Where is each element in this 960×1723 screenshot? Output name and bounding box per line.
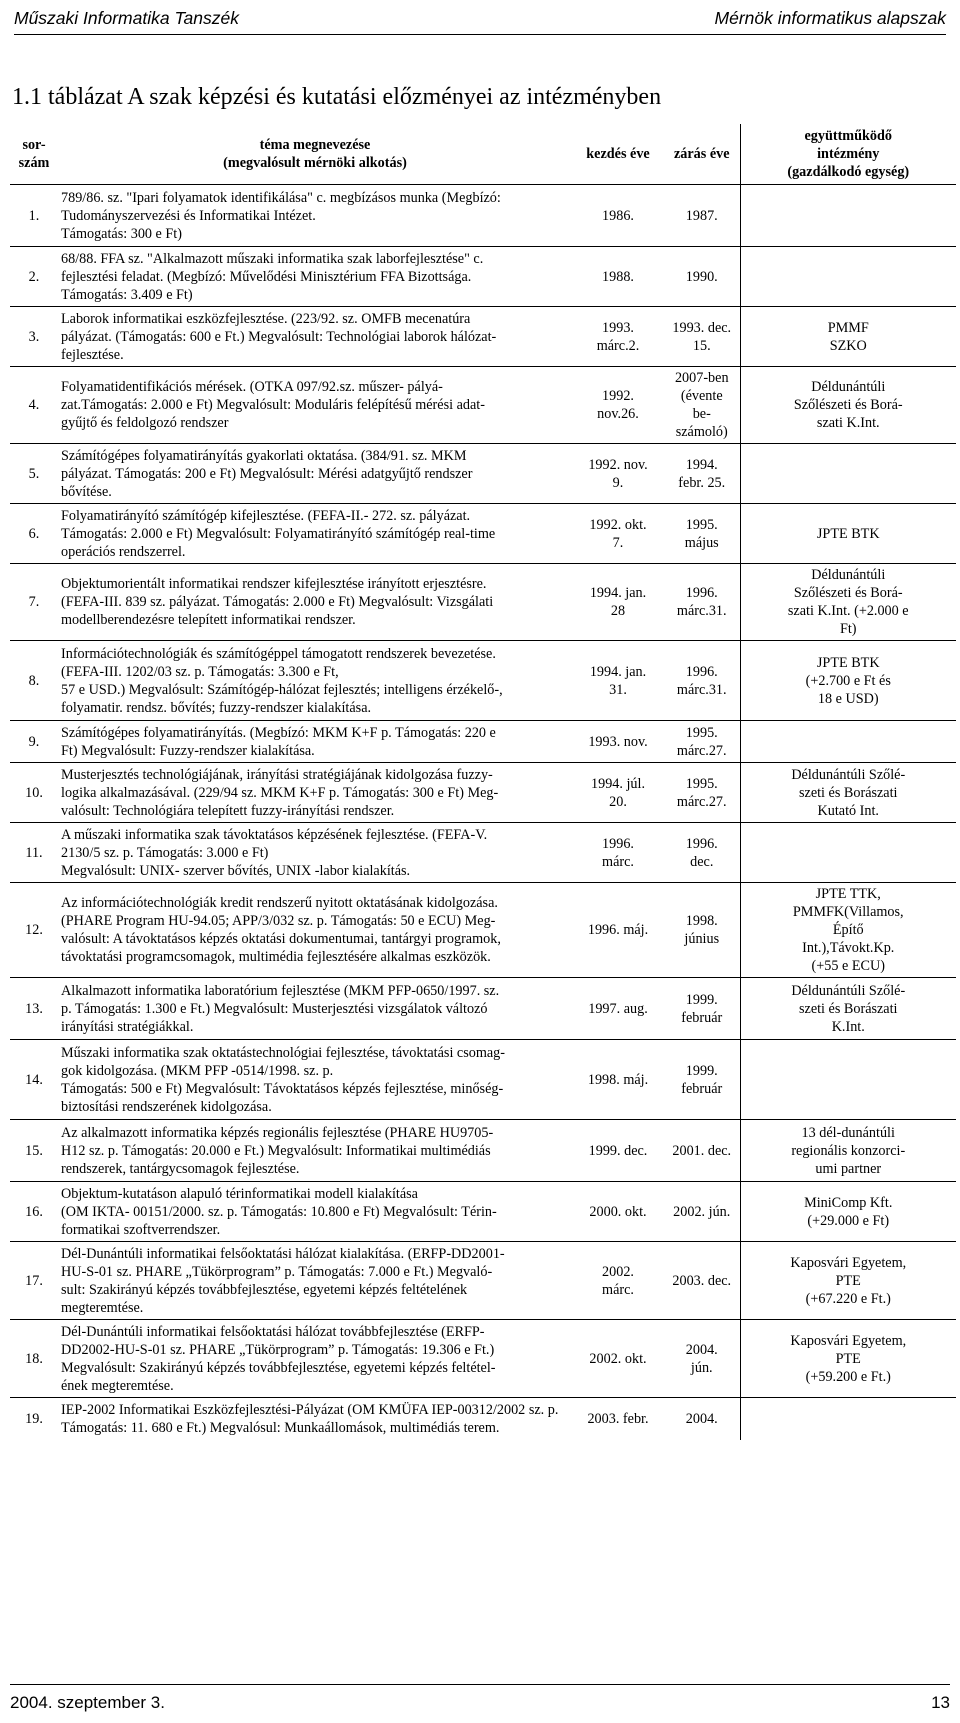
row-end-year: 1998. június — [684, 913, 720, 947]
table-row — [10, 1398, 956, 1440]
row-start-year: 2003. febr. — [587, 1410, 649, 1427]
row-start-year: 2000. okt. — [589, 1203, 647, 1220]
row-number: 11. — [25, 844, 43, 861]
row-end-year: 2004. — [685, 1410, 718, 1427]
row-topic: Az alkalmazott informatika képzés regionális fejlesztése (PHARE HU9705- H12 sz. p. Támogatás: 20.000 e Ft.) Megvalósult: Informatikai multimédiás rendszerek, tantárgycsomagok fejlesztése. — [61, 1124, 494, 1177]
row-number: 12. — [25, 922, 43, 938]
table-row — [10, 564, 956, 641]
row-end-year: 1993. dec. 15. — [672, 319, 732, 354]
row-topic: Információtechnológiák és számítógéppel támogatott rendszerek bevezetése. (FEFA-III. 1202/03 sz. p. Támogatás: 3.300 e Ft, 57 e USD.) Megvalósult: Számítógép-hálózat fejlesztés; intelligens érzékelő-, folyamatir. rendsz. bővítés; fuzzy-rendszer kialakítása. — [61, 645, 503, 716]
row-topic: Objektum-kutatáson alapuló térinformatikai modell kialakítása (OM IKTA- 00151/2000. sz. p. Támogatás: 10.800 e Ft) Megvalósult: Térin- formatikai szoftverrendszer. — [61, 1185, 497, 1238]
header-program: Mérnök informatikus alapszak — [714, 8, 946, 28]
table-row — [10, 1320, 956, 1398]
row-end-year: 2007-ben (évente be- számoló) — [674, 370, 729, 440]
footer-date: 2004. szeptember 3. — [10, 1693, 165, 1712]
row-number: 3. — [28, 328, 40, 345]
row-start-year: 2002. okt. — [589, 1350, 647, 1367]
row-end-year: 2002. jún. — [673, 1203, 731, 1220]
row-number: 16. — [25, 1203, 43, 1220]
row-topic: 68/88. FFA sz. "Alkalmazott műszaki informatika szak laborfejlesztése" c. fejlesztési feladat. (Megbízó: Művelődési Minisztérium FFA Bizottsága. Támogatás: 3.409 e Ft) — [61, 250, 484, 303]
row-number: 14. — [25, 1071, 43, 1088]
history-table — [10, 124, 956, 1440]
row-topic: Dél-Dunántúli informatikai felsőoktatási hálózat kialakítása. (ERFP-DD2001- HU-S-01 sz. PHARE „Tükörprogram” p. Támogatás: 7.000 e Ft.) Megvaló- sult: Szakirányú képzés továbbfejlesztése, egyetemi képzés feltételének megteremtése. — [61, 1245, 505, 1316]
row-start-year: 1988. — [602, 268, 634, 285]
row-partner: PMMF SZKO — [740, 307, 956, 367]
col-header-end: zárás éve — [673, 146, 730, 162]
row-end-year: 2004. jún. — [685, 1341, 718, 1376]
row-end-year: 1990. — [685, 268, 718, 285]
row-number: 15. — [25, 1142, 43, 1159]
row-number: 7. — [28, 594, 40, 610]
col-header-topic: téma megnevezése (megvalósult mérnöki alkotás) — [223, 137, 407, 171]
row-number: 18. — [25, 1350, 43, 1367]
row-partner: Déldunántúli Szőlé- szeti és Borászati Kutató Int. — [740, 763, 956, 823]
row-topic: Számítógépes folyamatirányítás gyakorlati oktatása. (384/91. sz. MKM pályázat. Támogatás: 200 e Ft) Megvalósult: Mérési adatgyűjtő rendszer bővítése. — [61, 447, 473, 500]
row-partner: Déldunántúli Szőlészeti és Borá- szati K.Int. — [740, 367, 956, 444]
row-start-year: 2002. márc. — [602, 1263, 634, 1298]
table-row — [10, 1040, 956, 1120]
row-start-year: 1986. — [602, 207, 634, 224]
row-start-year: 1994. júl. 20. — [591, 775, 645, 810]
table-row — [10, 247, 956, 307]
col-header-start: kezdés éve — [586, 146, 650, 162]
row-topic: Dél-Dunántúli informatikai felsőoktatási hálózat továbbfejlesztése (ERFP- DD2002-HU-S-01 sz. PHARE „Tükörprogram” p. Támogatás: 19.306 e Ft.) Megvalósult: Szakirányú képzés továbbfejlesztése, egyetemi képzés feltétel- ének megteremtése. — [61, 1323, 496, 1394]
row-topic: Az információtechnológiák kredit rendszerű nyitott oktatásának kidolgozása. (PHARE Program HU-94.05; APP/3/032 sz. p. Támogatás: 50 e ECU) Meg- valósult: A távoktatásos képzés oktatási dokumentumai, tantárgyi programok, távoktatási programcsomagok, multimédia fejlesztésére alkalmas eszközök. — [61, 895, 501, 965]
row-start-year: 1996. márc. — [602, 835, 634, 870]
row-end-year: 2001. dec. — [672, 1142, 732, 1159]
row-start-year: 1993. nov. — [588, 733, 648, 750]
table-row — [10, 444, 956, 504]
table-row — [10, 367, 956, 444]
table-row — [10, 763, 956, 823]
row-number: 5. — [28, 465, 40, 482]
row-partner — [740, 1040, 956, 1120]
row-end-year: 1995. május — [684, 516, 719, 551]
table-row — [10, 641, 956, 721]
row-partner: Kaposvári Egyetem, PTE (+59.200 e Ft.) — [740, 1320, 956, 1398]
table-row — [10, 307, 956, 367]
row-start-year: 1992. okt. 7. — [589, 516, 647, 551]
row-topic: IEP-2002 Informatikai Eszközfejlesztési-Pályázat (OM KMÜFA IEP-00312/2002 sz. p. Támogatás: 11. 680 e Ft.) Megvalósul: Munkaállomások, multimédiás terem. — [61, 1401, 559, 1436]
table-row — [10, 185, 956, 247]
table-row — [10, 978, 956, 1040]
row-end-year: 1999. február — [681, 991, 723, 1026]
table-row — [10, 1182, 956, 1242]
row-number: 4. — [28, 397, 40, 413]
row-partner — [740, 823, 956, 883]
row-start-year: 1994. jan. 31. — [589, 663, 647, 698]
row-partner: Kaposvári Egyetem, PTE (+67.220 e Ft.) — [740, 1242, 956, 1320]
row-number: 17. — [25, 1272, 43, 1289]
header-department: Műszaki Informatika Tanszék — [14, 8, 239, 28]
table-row — [10, 504, 956, 564]
row-topic: Folyamatidentifikációs mérések. (OTKA 097/92.sz. műszer- pályá- zat.Támogatás: 2.000 e Ft) Megvalósult: Moduláris felépítésű mérési adat- gyűjtő és feldolgozó rendszer — [61, 379, 485, 431]
row-end-year: 1996. márc.31. — [676, 663, 727, 698]
row-partner — [740, 444, 956, 504]
row-partner — [740, 1398, 956, 1440]
row-partner: Déldunántúli Szőlé- szeti és Borászati K.Int. — [740, 978, 956, 1040]
row-topic: 789/86. sz. "Ipari folyamatok identifikálása" c. megbízásos munka (Megbízó: Tudományszervezési és Informatikai Intézet. Támogatás: 300 e Ft) — [61, 189, 501, 242]
row-start-year: 1998. máj. — [587, 1071, 649, 1088]
row-partner — [740, 185, 956, 247]
row-topic: Számítógépes folyamatirányítás. (Megbízó: MKM K+F p. Támogatás: 220 e Ft) Megvalósult: Fuzzy-rendszer kialakítása. — [61, 724, 496, 759]
row-start-year: 1994. jan. 28 — [589, 585, 647, 619]
row-partner — [740, 247, 956, 307]
row-number: 19. — [25, 1410, 43, 1427]
row-partner: MiniComp Kft. (+29.000 e Ft) — [740, 1182, 956, 1242]
row-number: 1. — [28, 207, 40, 224]
row-partner: 13 dél-dunántúli regionális konzorci- umi partner — [740, 1120, 956, 1182]
row-start-year: 1996. máj. — [587, 922, 649, 938]
row-start-year: 1992. nov.26. — [597, 388, 639, 422]
row-number: 10. — [25, 784, 43, 801]
row-number: 9. — [28, 733, 40, 750]
page-header — [14, 8, 946, 35]
row-partner — [740, 721, 956, 763]
table-row — [10, 883, 956, 978]
row-end-year: 1987. — [685, 207, 718, 224]
row-end-year: 1995. márc.27. — [676, 775, 727, 810]
col-header-partner: együttműködő intézmény (gazdálkodó egység) — [740, 124, 956, 185]
row-end-year: 2003. dec. — [672, 1272, 732, 1289]
row-partner: JPTE BTK (+2.700 e Ft és 18 e USD) — [740, 641, 956, 721]
page-footer — [10, 1684, 950, 1712]
table-row — [10, 1120, 956, 1182]
row-topic: Musterjesztés technológiájának, irányítási stratégiájának kidolgozása fuzzy- logika alkalmazásával. (229/94 sz. MKM K+F p. Támogatás: 300 e Ft) Meg- valósult: Technológiára telepített fuzzy-irányítási rendszer. — [61, 766, 499, 819]
row-number: 6. — [28, 525, 40, 542]
row-partner: JPTE BTK — [740, 504, 956, 564]
row-partner: Déldunántúli Szőlészeti és Borá- szati K.Int. (+2.000 e Ft) — [740, 564, 956, 641]
table-header-row — [10, 124, 956, 185]
table-title: 1.1 táblázat A szak képzési és kutatási előzményei az intézményben — [12, 84, 662, 110]
row-start-year: 1999. dec. — [588, 1142, 648, 1159]
row-end-year: 1995. márc.27. — [676, 724, 727, 759]
page-number: 13 — [931, 1693, 950, 1712]
row-start-year: 1993. márc.2. — [596, 319, 640, 354]
row-end-year: 1996. márc.31. — [676, 585, 727, 619]
row-topic: Objektumorientált informatikai rendszer kifejlesztése irányított erjesztésre. (FEFA-III. 839 sz. pályázat. Támogatás: 2.000 e Ft) Megvalósult: Vizsgálati modellberendezésre telepített informatikai rendszer. — [61, 576, 494, 628]
table-row — [10, 1242, 956, 1320]
row-topic: A műszaki informatika szak távoktatásos képzésének fejlesztése. (FEFA-V. 2130/5 sz. p. Támogatás: 3.000 e Ft) Megvalósult: UNIX- szerver bővítés, UNIX -labor kialakítás. — [61, 826, 488, 879]
table-row — [10, 823, 956, 883]
row-topic: Alkalmazott informatika laboratórium fejlesztése (MKM PFP-0650/1997. sz. p. Támogatás: 1.300 e Ft.) Megvalósult: Musterjesztési vizsgálatok változó irányítási stratégiákkal. — [61, 982, 500, 1035]
row-number: 13. — [25, 1000, 43, 1017]
row-start-year: 1992. nov. 9. — [588, 456, 648, 491]
row-start-year: 1997. aug. — [588, 1000, 648, 1017]
table-row — [10, 721, 956, 763]
row-partner: JPTE TTK, PMMFK(Villamos, Építő Int.),Távokt.Kp. (+55 e ECU) — [740, 883, 956, 978]
col-header-no: sor- szám — [18, 137, 50, 171]
row-end-year: 1999. február — [681, 1062, 723, 1097]
row-topic: Műszaki informatika szak oktatástechnológiai fejlesztése, távoktatási csomag- gok kidolgozása. (MKM PFP -0514/1998. sz. p. Támogatás: 500 e Ft) Megvalósult: Távoktatásos képzés fejlesztése, minőség- biztosítási rendszerének kidolgozása. — [61, 1044, 505, 1115]
row-number: 8. — [28, 672, 40, 689]
row-end-year: 1996. dec. — [685, 835, 718, 870]
row-end-year: 1994. febr. 25. — [678, 456, 726, 491]
row-topic: Laborok informatikai eszközfejlesztése. (223/92. sz. OMFB mecenatúra pályázat. (Támogatás: 600 e Ft.) Megvalósult: Technológiai laborok hálózat- fejlesztése. — [61, 310, 497, 363]
row-number: 2. — [28, 268, 40, 285]
row-topic: Folyamatirányító számítógép kifejlesztése. (FEFA-II.- 272. sz. pályázat. Támogatás: 2.000 e Ft) Megvalósult: Folyamatirányító számítógép real-time operációs rendszerrel. — [61, 507, 496, 560]
